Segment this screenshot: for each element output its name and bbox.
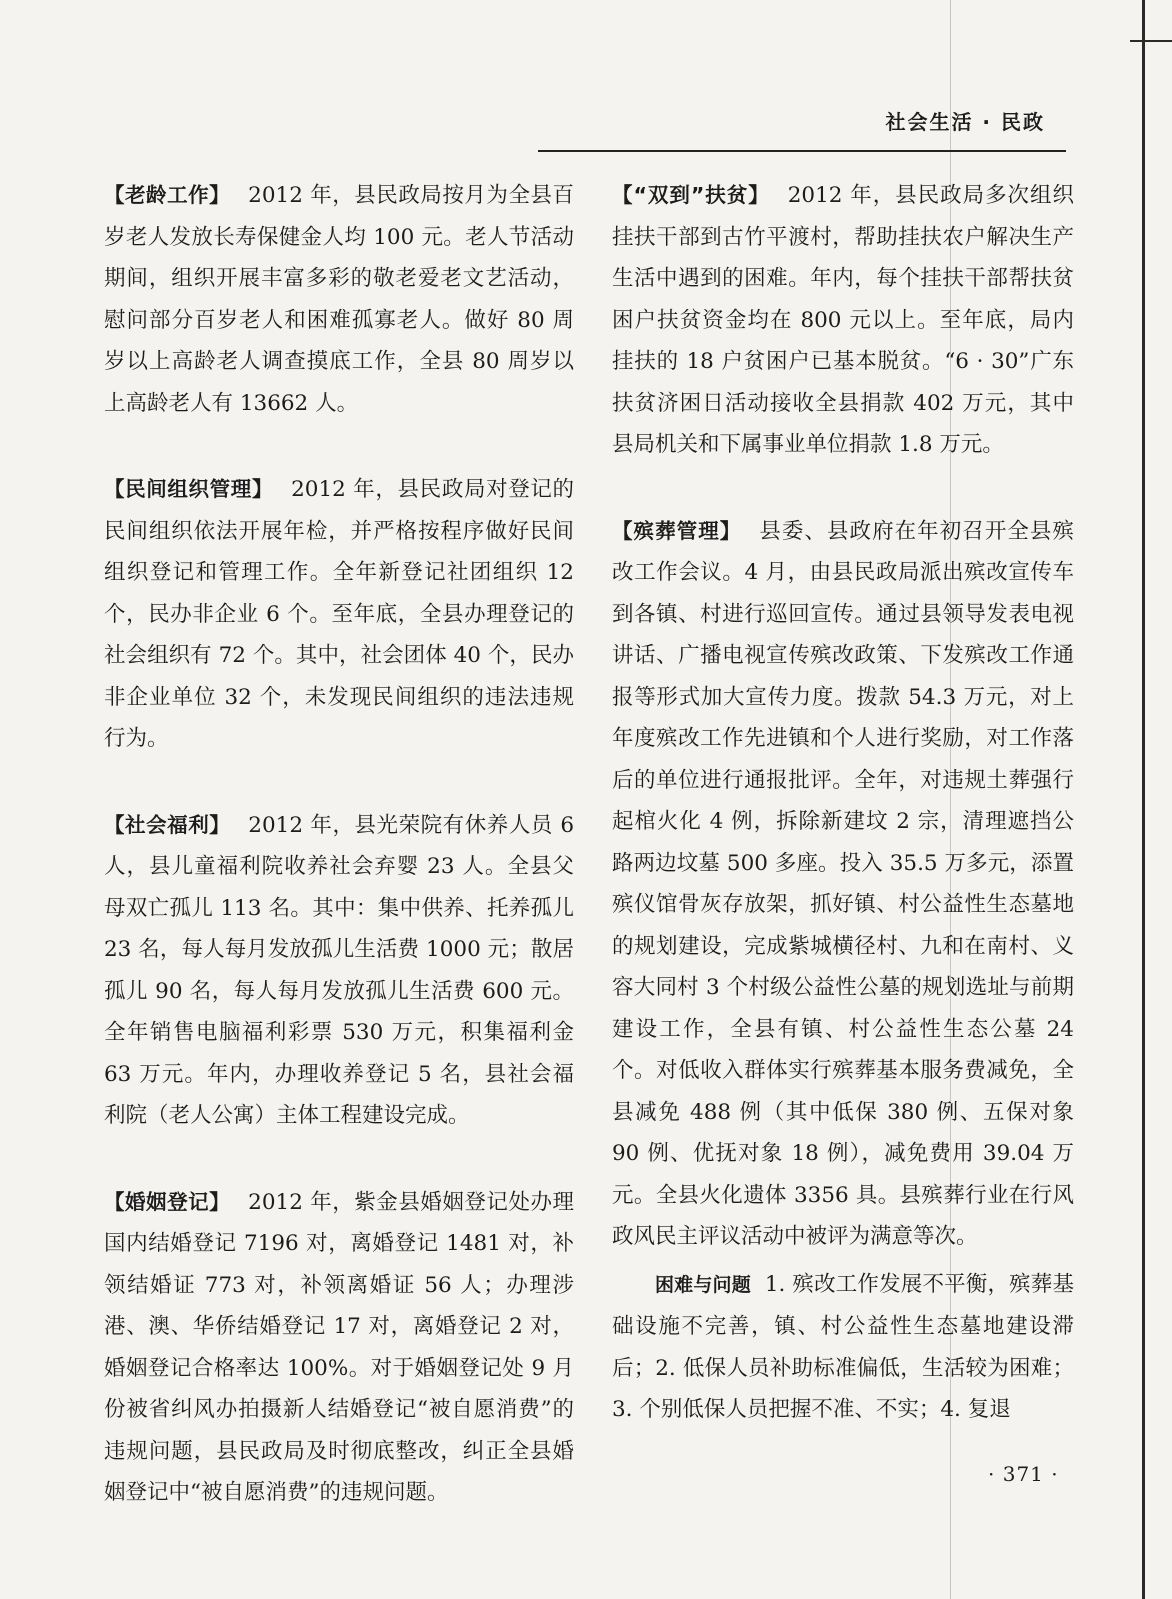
- issues-paragraph: [612, 1264, 1074, 1431]
- entry-title: 【社会福利】: [104, 812, 231, 837]
- issues-text: 1. 殡改工作发展不平衡，殡葬基础设施不完善，镇、村公益性生态墓地建设滞后；2. 低保人员补助标准偏低，生活较为困难；3. 个别低保人员把握不准、不实；4. 复退: [612, 1271, 1074, 1422]
- entry-social-welfare: [104, 805, 574, 1137]
- entry-marriage-registration: [104, 1182, 574, 1514]
- entry-title: 【“双到”扶贫】: [612, 183, 770, 207]
- header-rule: [538, 150, 1066, 152]
- entry-title: 【老龄工作】: [104, 183, 231, 207]
- right-column: [612, 175, 1074, 1431]
- entry-title: 【婚姻登记】: [104, 1189, 231, 1214]
- left-column: [104, 175, 574, 1559]
- entry-title: 【殡葬管理】: [612, 518, 742, 543]
- page-number: · 371 ·: [988, 1462, 1059, 1486]
- entry-civil-organizations: [104, 469, 574, 760]
- entry-title: 【民间组织管理】: [104, 477, 274, 501]
- issues-title: 困难与问题: [655, 1273, 751, 1296]
- entry-text: 2012 年，县光荣院有休养人员 6 人，县儿童福利院收养社会弃婴 23 人。全县父母双亡孤儿 113 名。其中：集中供养、托养孤儿 23 名，每人每月发放孤儿生活费 1000 元；散居孤儿 90 名，每人每月发放孤儿生活费 600 元。全年销售电脑福利彩票 530 万元，积集福利金 63 万元。年内，办理收养登记 5 名，县社会福利院（老人公寓）主体工程建设完成。: [104, 812, 574, 1128]
- page-corner-line: [1130, 0, 1172, 42]
- running-head: 社会生活 · 民政: [885, 110, 1045, 134]
- entry-funeral-management: [612, 511, 1074, 1258]
- entry-text: 2012 年，紫金县婚姻登记处办理国内结婚登记 7196 对，离婚登记 1481 对，补领结婚证 773 对，补领离婚证 56 人；办理涉港、澳、华侨结婚登记 17 对，离婚登记 2 对，婚姻登记合格率达 100%。对于婚姻登记处 9 月份被省纠风办拍摄新人结婚登记“被自愿消费”的违规问题，县民政局及时彻底整改，纠正全县婚姻登记中“被自愿消费”的违规问题。: [104, 1189, 574, 1505]
- entry-poverty-alleviation: [612, 175, 1074, 466]
- entry-elderly-work: [104, 175, 574, 424]
- entry-text: 县委、县政府在年初召开全县殡改工作会议。4 月，由县民政局派出殡改宣传车到各镇、村进行巡回宣传。通过县领导发表电视讲话、广播电视宣传殡改政策、下发殡改工作通报等形式加大宣传力度。拨款 54.3 万元，对上年度殡改工作先进镇和个人进行奖励，对工作落后的单位进行通报批评。全年，对违规土葬强行起棺火化 4 例，拆除新建坟 2 宗，清理遮挡公路两边坟墓 500 多座。投入 35.5 万多元，添置殡仪馆骨灰存放架，抓好镇、村公益性生态墓地的规划建设，完成紫城横径村、九和在南村、义容大同村 3 个村级公益性公墓的规划选址与前期建设工作，全县有镇、村公益性生态公墓 24 个。对低收入群体实行殡葬基本服务费减免，全县减免 488 例（其中低保 380 例、五保对象 90 例、优抚对象 18 例），减免费用 39.04 万元。全县火化遗体 3356 具。县殡葬行业在行风政风民主评议活动中被评为满意等次。: [612, 518, 1074, 1249]
- entry-text: 2012 年，县民政局对登记的民间组织依法开展年检，并严格按程序做好民间组织登记和管理工作。全年新登记社团组织 12 个，民办非企业 6 个。至年底，全县办理登记的社会组织有 72 个。其中，社会团体 40 个，民办非企业单位 32 个，未发现民间组织的违法违规行为。: [104, 477, 574, 751]
- entry-text: 2012 年，县民政局按月为全县百岁老人发放长寿保健金人均 100 元。老人节活动期间，组织开展丰富多彩的敬老爱老文艺活动，慰问部分百岁老人和困难孤寡老人。做好 80 周岁以上高龄老人调查摸底工作，全县 80 周岁以上高龄老人有 13662 人。: [104, 183, 574, 416]
- entry-text: 2012 年，县民政局多次组织挂扶干部到古竹平渡村，帮助挂扶农户解决生产生活中遇到的困难。年内，每个挂扶干部帮扶贫困户扶贫资金均在 800 元以上。至年底，局内挂扶的 18 户贫困户已基本脱贫。“6 · 30”广东扶贫济困日活动接收全县捐款 402 万元，其中县局机关和下属事业单位捐款 1.8 万元。: [612, 183, 1074, 457]
